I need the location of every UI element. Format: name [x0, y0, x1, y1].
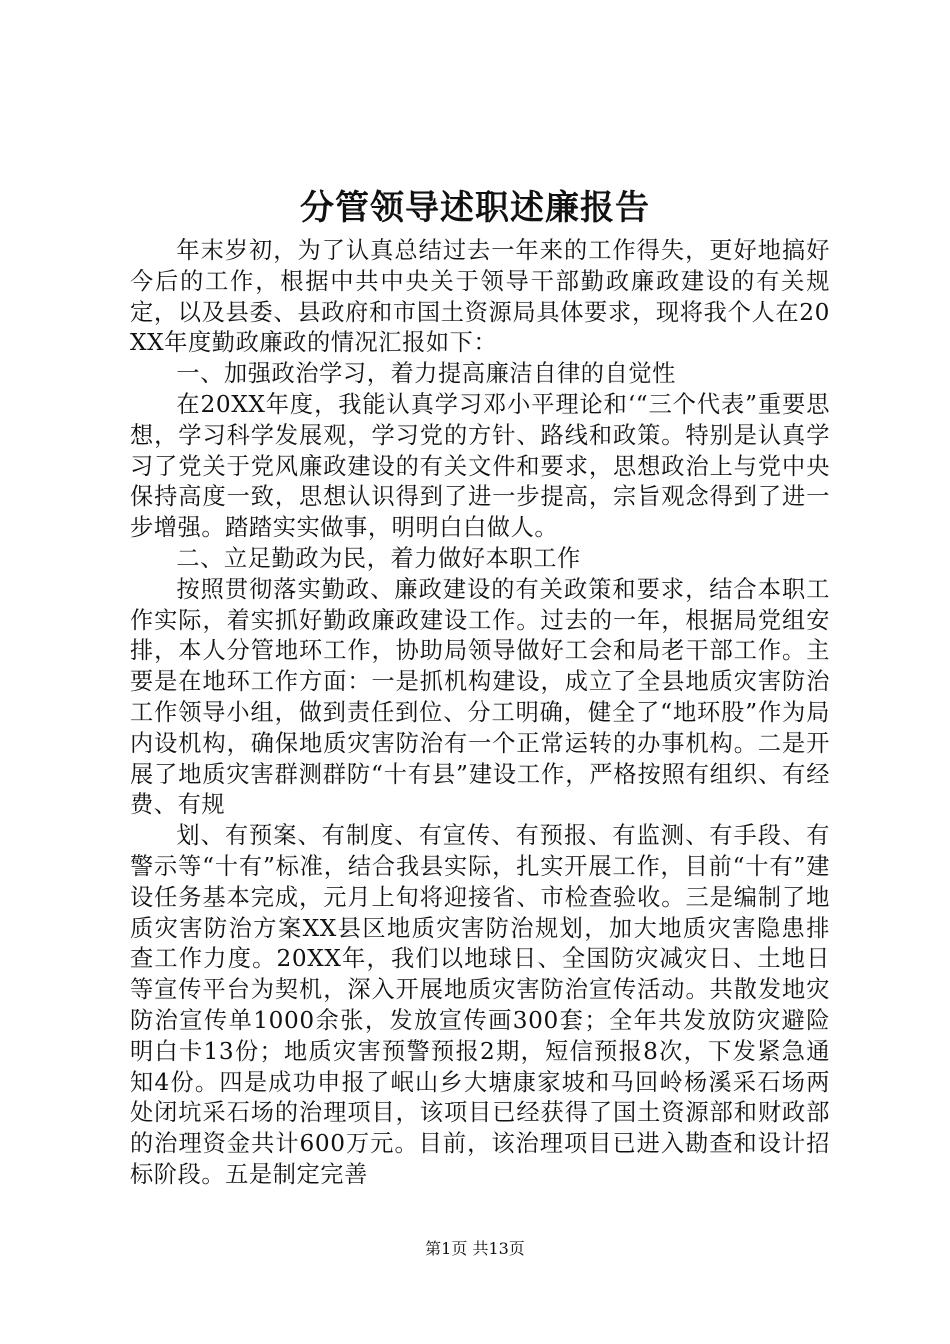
section-heading-1: 一、加强政治学习，着力提高廉洁自律的自觉性 [176, 360, 676, 388]
document-title: 分管领导述职述廉报告 [300, 188, 650, 228]
page-footer: 第1页 共13页 [425, 1239, 525, 1258]
paragraph-intro: 年末岁初，为了认真总结过去一年来的工作得失，更好地搞好今后的工作，根据中共中央关于领导干部勤政廉政建设的有关规定，以及县委、县政府和市国土资源局具体要求，现将我个人在20XX年度勤政廉政的情况汇报如下： [130, 237, 830, 357]
document-body [130, 236, 830, 1191]
paragraph-work-continued: 划、有预案、有制度、有宣传、有预报、有监测、有手段、有警示等“十有”标准，结合我县实际，扎实开展工作，目前“十有”建设任务基本完成，元月上旬将迎接省、市检查验收。三是编制了地质灾害防治方案XX县区地质灾害防治规划，加大地质灾害隐患排查工作力度。20XX年，我们以地球日、全国防灾减灾日、土地日等宣传平台为契机，深入开展地质灾害防治宣传活动。共散发地灾防治宣传单1000余张，发放宣传画300套；全年共发放防灾避险明白卡13份；地质灾害预警预报2期，短信预报8次，下发紧急通知4份。四是成功申报了岷山乡大塘康家坡和马回岭杨溪采石场两处闭坑采石场的治理项目，该项目已经获得了国土资源部和财政部的治理资金共计600万元。目前，该治理项目已进入勘查和设计招标阶段。五是制定完善 [130, 822, 830, 1188]
section-heading-2: 二、立足勤政为民，着力做好本职工作 [176, 544, 581, 572]
paragraph-study: 在20XX年度，我能认真学习邓小平理论和‘“三个代表”重要思想，学习科学发展观，学习党的方针、路线和政策。特别是认真学习了党关于党风廉政建设的有关文件和要求，思想政治上与党中央保持高度一致，思想认识得到了进一步提高，宗旨观念得到了进一步增强。踏踏实实做事，明明白白做人。 [130, 390, 830, 542]
paragraph-work: 按照贯彻落实勤政、廉政建设的有关政策和要求，结合本职工作实际，着实抓好勤政廉政建设工作。过去的一年，根据局党组安排，本人分管地环工作，协助局领导做好工会和局老干部工作。主要是在地环工作方面：一是抓机构建设，成立了全县地质灾害防治工作领导小组，做到责任到位、分工明确，健全了“地环股”作为局内设机构，确保地质灾害防治有一个正常运转的办事机构。二是开展了地质灾害群测群防“十有县”建设工作，严格按照有组织、有经费、有规 [130, 575, 830, 819]
